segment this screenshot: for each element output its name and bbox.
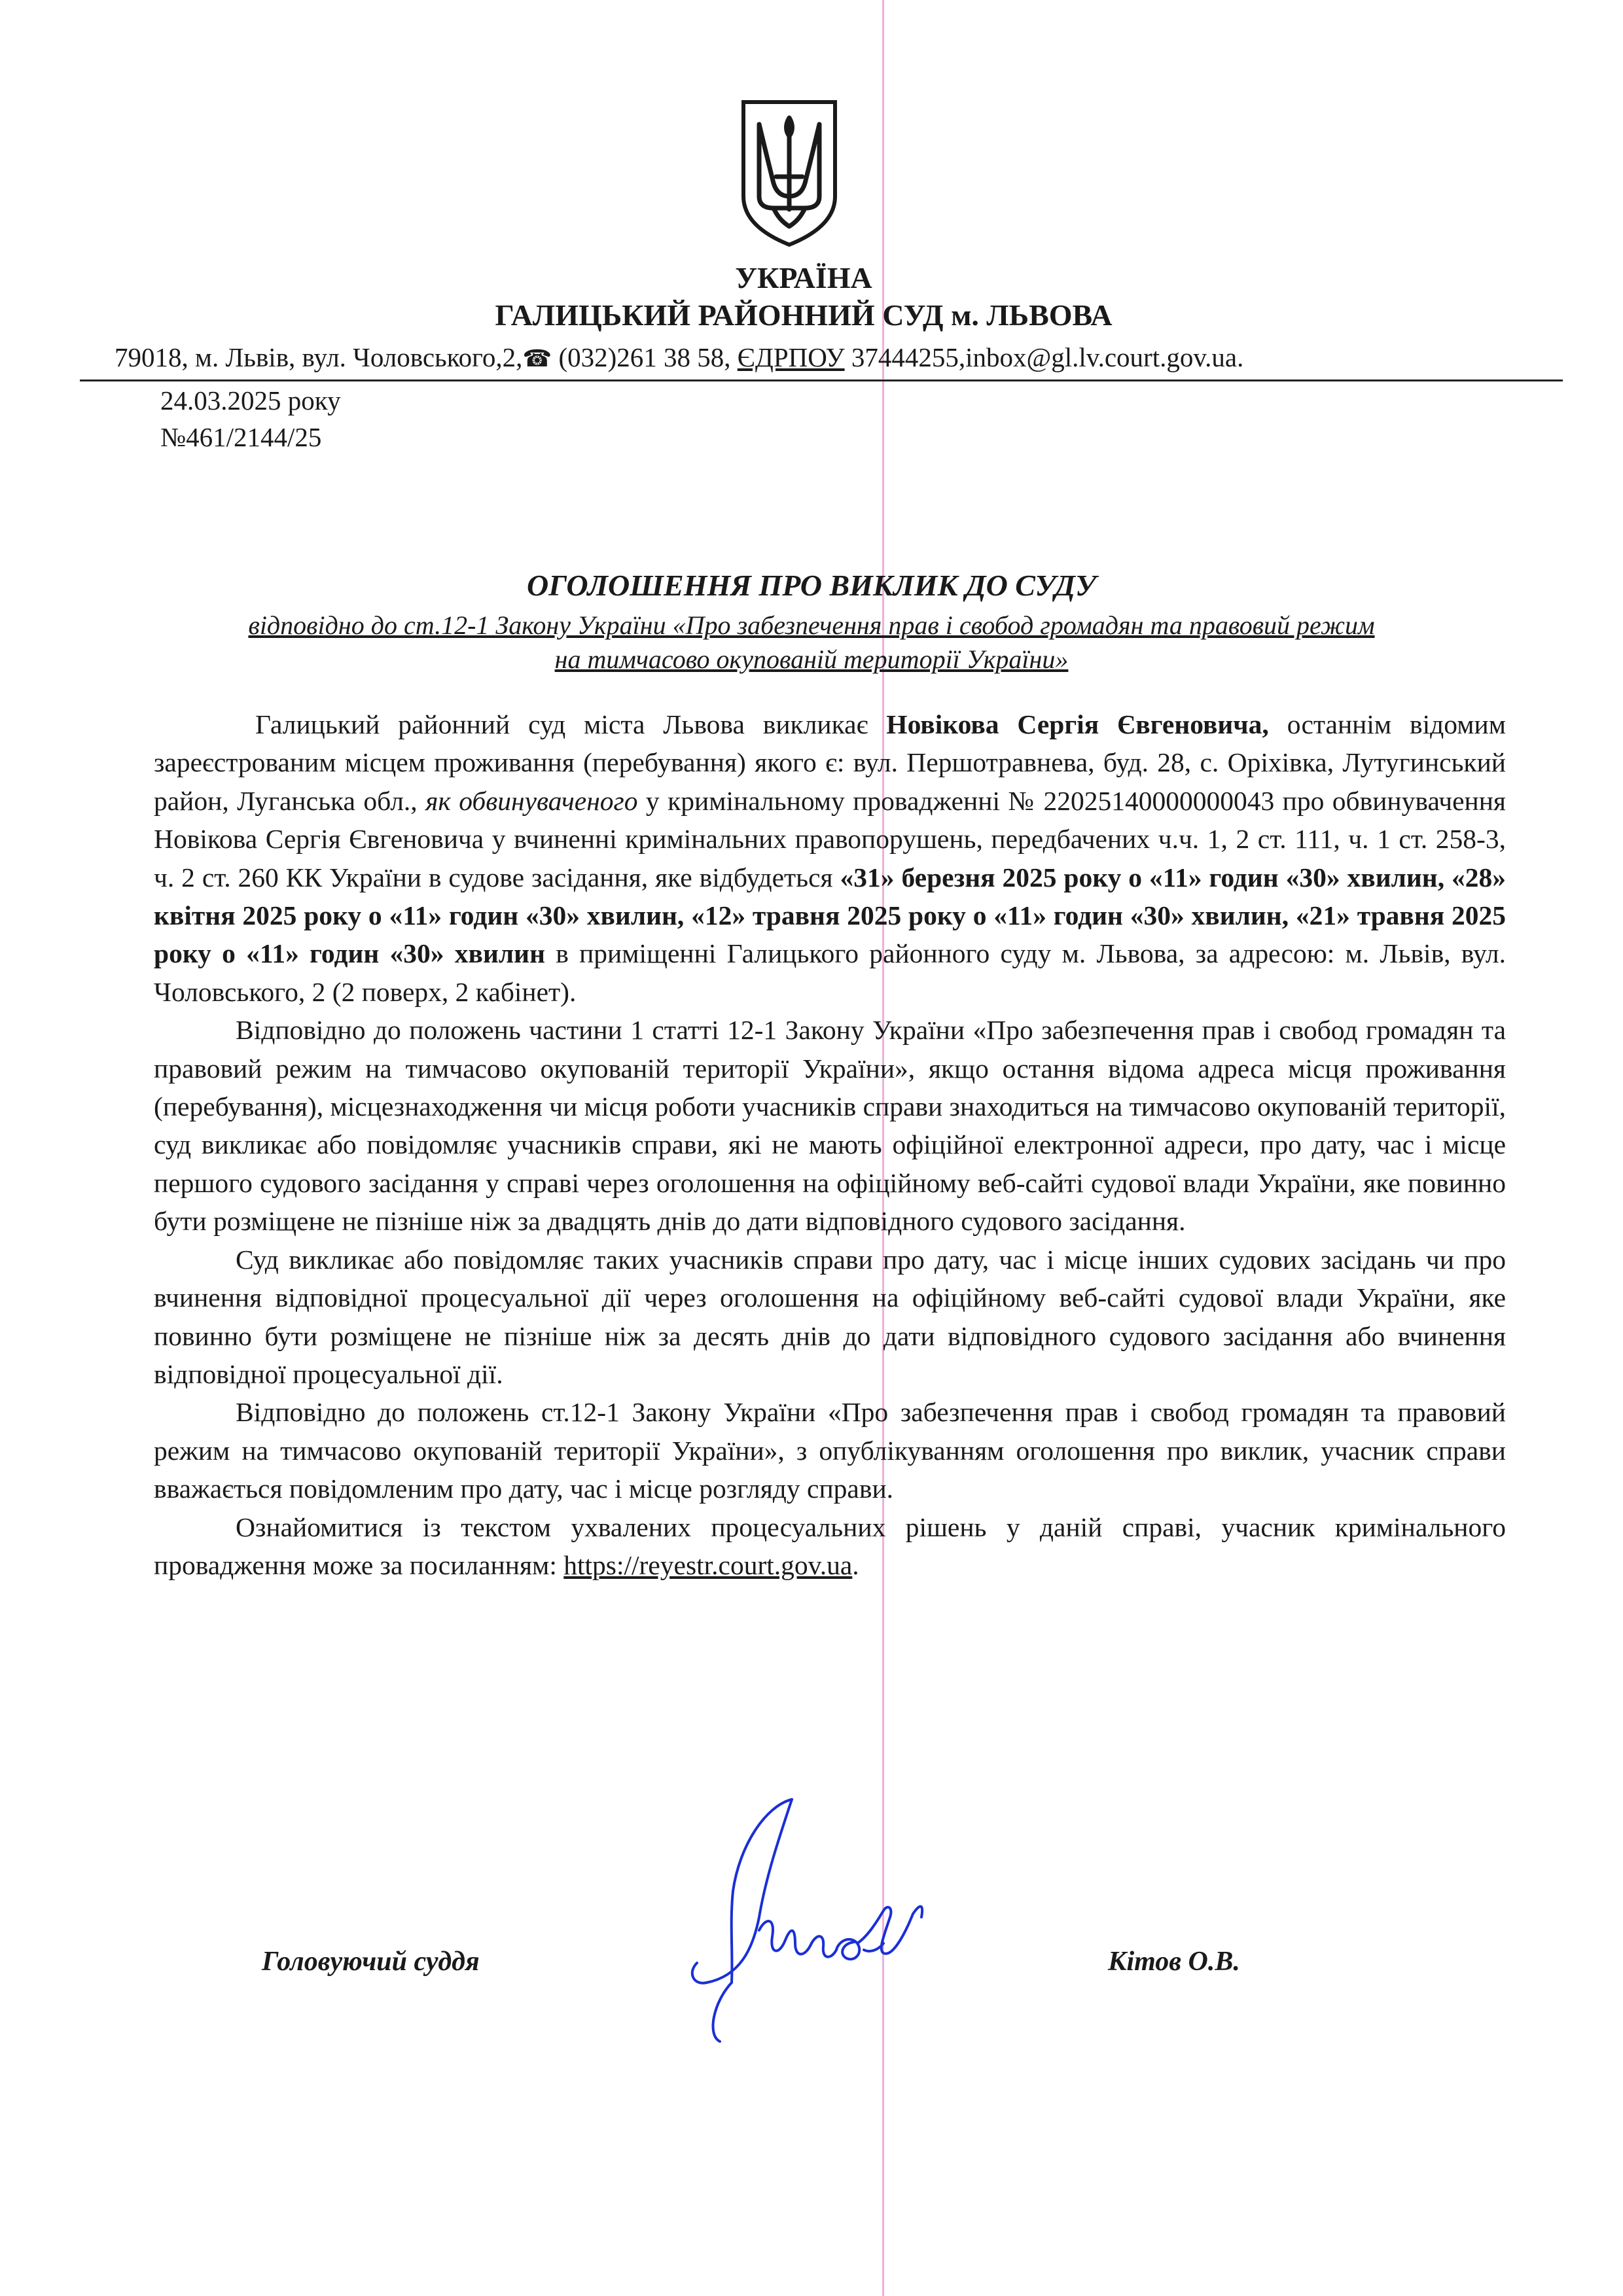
paragraph-notification-effect: Відповідно до положень ст.12-1 Закону України «Про забезпечення прав і свобод громадян та правовий режим на тимчасово окупованій території України», з опублікуванням оголошення про виклик, учасник справи вважається повідомленим про дату, час і місце розгляду справи. bbox=[154, 1397, 1506, 1504]
court-contacts bbox=[115, 342, 1554, 373]
signer-role: Головуючий суддя bbox=[262, 1947, 480, 1977]
accused-role: як обвинуваченого bbox=[425, 785, 638, 816]
notice-body bbox=[154, 705, 1506, 1584]
hearing-dates: «31» березня 2025 року о «11» годин «30» хвилин, «28» квітня 2025 року о «11» годин «30» хвилин, «12» травня 2025 року о «11» годин «30» хвилин, «21» травня 2025 року о «11» годин «30» хвилин bbox=[154, 862, 1506, 969]
paragraph-law-first-hearing: Відповідно до положень частини 1 статті 12-1 Закону України «Про забезпечення прав і свобод громадян та правовий режим на тимчасово окупованій території України», якщо остання відома адреса місця проживання (перебування), місцезнаходження чи місця роботи учасників справи знаходиться на тимчасово окупованій території, суд викликає або повідомляє учасників справи, які не мають офіційної електронної адреси, про дату, час і місце першого судового засідання у справі через оголошення на офіційному веб-сайті судової влади України, яке повинно бути розміщене не пізніше ніж за двадцять днів до дати відповідного судового засідання. bbox=[154, 1015, 1506, 1237]
phone-icon: ☎ bbox=[522, 345, 552, 372]
edrpou-label: ЄДРПОУ bbox=[737, 342, 845, 372]
accused-name: Новікова Сергія Євгеновича, bbox=[886, 709, 1269, 739]
notice-title: ОГОЛОШЕННЯ ПРО ВИКЛИК ДО СУДУ bbox=[527, 569, 1096, 602]
registry-period: . bbox=[852, 1549, 859, 1580]
document-number: №461/2144/25 bbox=[160, 422, 322, 452]
court-address: 79018, м. Львів, вул. Чоловського,2, bbox=[115, 342, 523, 372]
accused-address: останнім відомим зареєстрованим місцем проживання (перебування) якого є: вул. Першотравнева, буд. 28, с. Оріхівка, Лутугинський район, Луганська обл., bbox=[154, 709, 1506, 816]
court-name-heading: ГАЛИЦЬКИЙ РАЙОННИЙ СУД м. ЛЬВОВА bbox=[495, 298, 1113, 332]
handwritten-signature bbox=[668, 1786, 975, 2048]
hearing-location: в приміщенні Галицького районного суду м. Львова, за адресою: м. Львів, вул. Чоловського, 2 (2 поверх, 2 кабінет). bbox=[154, 938, 1506, 1007]
trident-emblem-icon bbox=[740, 98, 839, 249]
header-divider bbox=[80, 380, 1563, 381]
notice-subtitle bbox=[164, 609, 1459, 677]
paragraph-law-other-hearings: Суд викликає або повідомляє таких учасників справи про дату, час і місце інших судових засідань чи про вчинення відповідної процесуальної дії через оголошення на офіційному веб-сайті судової влади України, яке повинно бути розміщене не пізніше ніж за десять днів до дати відповідного судового засідання або вчинення відповідної процесуальної дії. bbox=[154, 1244, 1506, 1389]
signer-name: Кітов О.В. bbox=[1108, 1947, 1240, 1977]
subtitle-line-2: на тимчасово окупованій території України» bbox=[554, 645, 1069, 674]
edrpou-and-email: 37444255,inbox@gl.lv.court.gov.ua. bbox=[851, 342, 1244, 372]
subtitle-line-1: відповідно до ст.12-1 Закону України «Про забезпечення прав і свобод громадян та правовий режим bbox=[248, 610, 1375, 640]
registry-intro: Ознайомитися із текстом ухвалених процесуальних рішень у даній справі, учасник кримінального провадження може за посиланням: bbox=[154, 1511, 1506, 1580]
summons-intro: Галицький районний суд міста Львова викликає bbox=[255, 709, 887, 739]
document-date: 24.03.2025 року bbox=[160, 385, 341, 415]
case-details: у кримінальному провадженні № 22025140000000043 про обвинувачення Новікова Сергія Євгеновича у вчиненні кримінальних правопорушень, передбачених ч.ч. 1, 2 ст. 111, ч. 1 ст. 258-3, ч. 2 ст. 260 КК України в судове засідання, яке відбудеться bbox=[154, 785, 1506, 892]
paragraph-summons bbox=[154, 705, 1506, 1011]
court-phone: (032)261 38 58, bbox=[558, 342, 731, 372]
registry-link[interactable]: https://reyestr.court.gov.ua bbox=[563, 1549, 853, 1580]
paragraph-registry-link bbox=[154, 1508, 1506, 1585]
country-heading: УКРАЇНА bbox=[735, 261, 872, 294]
